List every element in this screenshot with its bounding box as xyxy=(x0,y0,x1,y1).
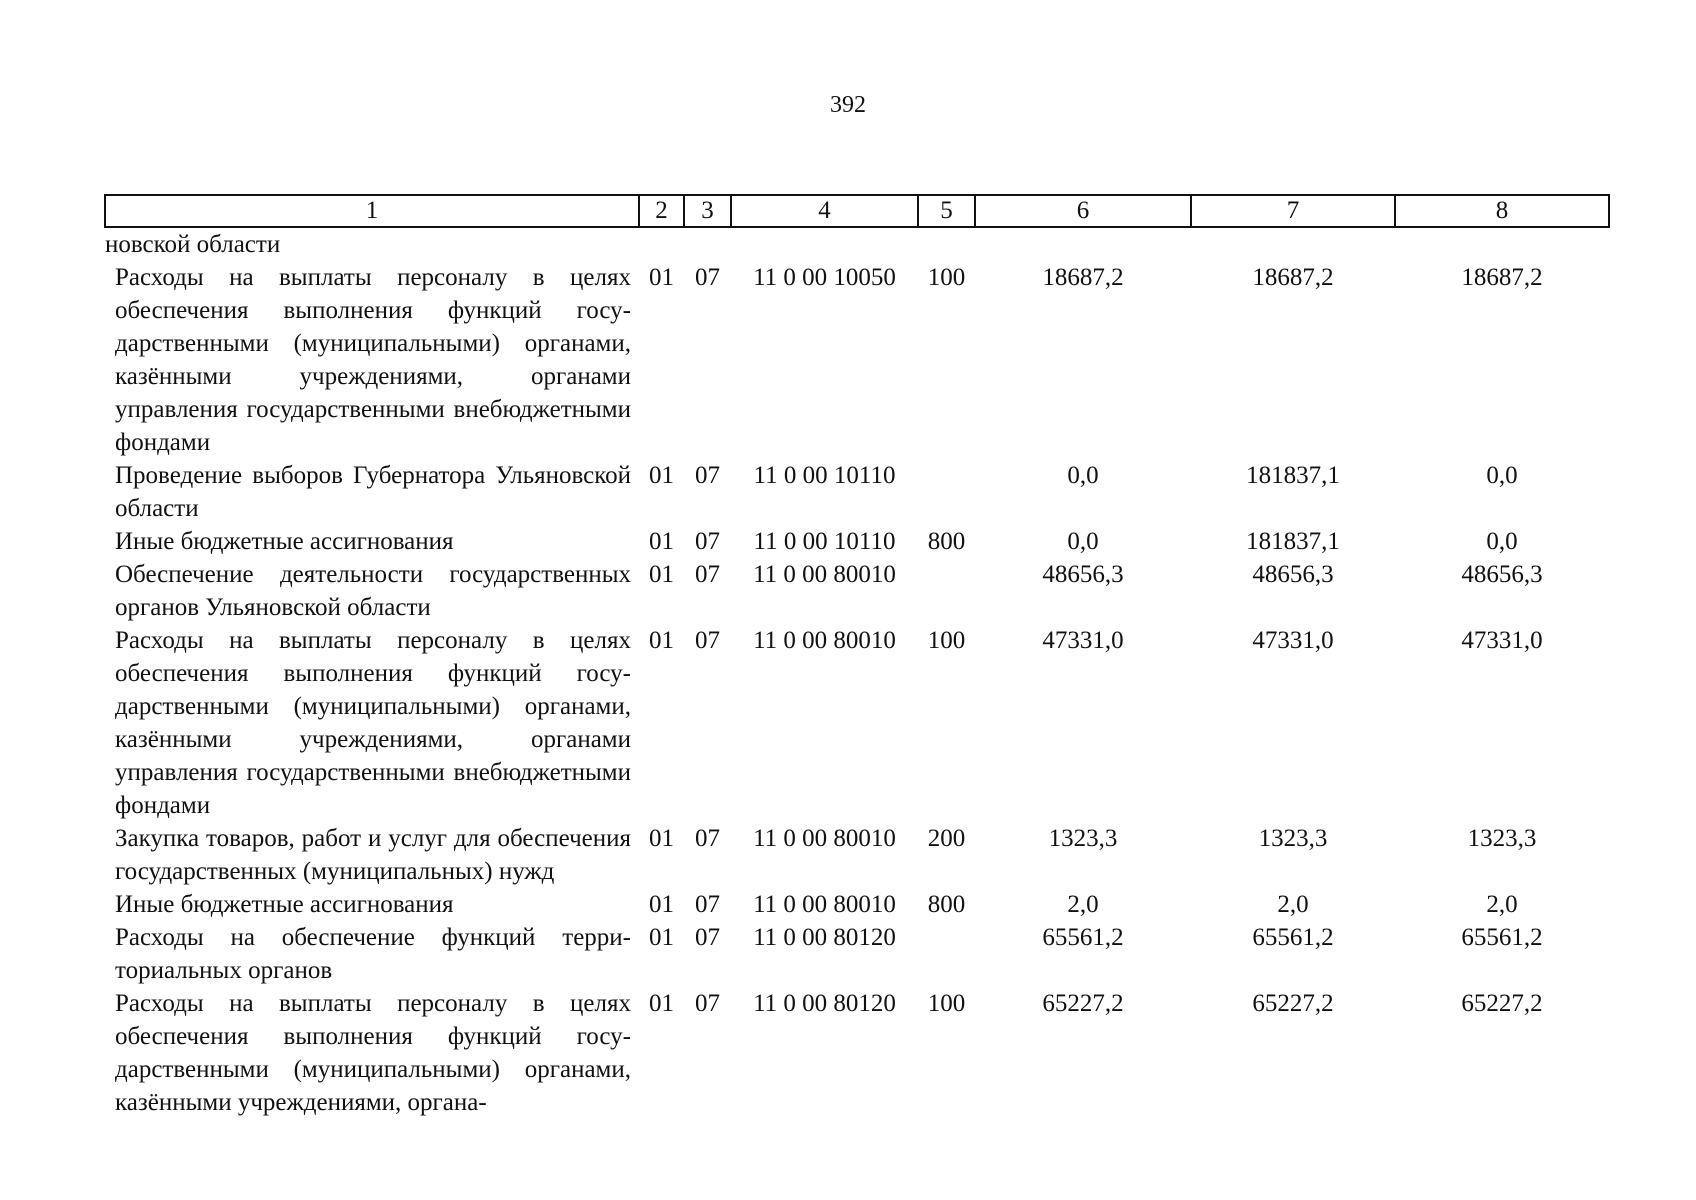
row-amount-6: 2,0 xyxy=(1067,891,1099,918)
row-amount-8: 2,0 xyxy=(1486,891,1518,918)
header-col-1: 1 xyxy=(105,195,639,227)
row-amount-6: 0,0 xyxy=(1067,528,1099,555)
row-amount-7: 1323,3 xyxy=(1258,825,1328,852)
row-name: Расходы на обеспечение функций территориальных органов xyxy=(115,924,631,984)
row-name: новской области xyxy=(105,231,281,258)
header-col-4: 4 xyxy=(731,195,918,227)
row-amount-7: 48656,3 xyxy=(1252,561,1334,588)
table-row xyxy=(105,261,1609,459)
row-amount-6: 47331,0 xyxy=(1042,627,1124,654)
row-amount-7: 65227,2 xyxy=(1252,990,1334,1017)
row-amount-6: 0,0 xyxy=(1067,462,1099,489)
table-row xyxy=(105,888,1609,921)
row-expense-type xyxy=(918,558,975,624)
row-subsection: 07 xyxy=(695,462,720,489)
row-subsection xyxy=(684,227,731,261)
row-subsection: 07 xyxy=(695,627,720,654)
row-subsection: 07 xyxy=(695,528,720,555)
row-target-article: 11 0 00 80120 xyxy=(753,924,896,951)
row-subsection: 07 xyxy=(695,561,720,588)
row-target-article: 11 0 00 80010 xyxy=(753,561,896,588)
row-amount-7: 181837,1 xyxy=(1246,462,1340,489)
row-section: 01 xyxy=(649,924,674,951)
table-row xyxy=(105,921,1609,987)
table-row xyxy=(105,459,1609,525)
page-number: 392 xyxy=(830,92,866,118)
row-target-article: 11 0 00 10110 xyxy=(753,528,896,555)
row-name: Иные бюджетные ассигнования xyxy=(115,528,454,555)
header-col-8: 8 xyxy=(1395,195,1609,227)
row-amount-6: 48656,3 xyxy=(1042,561,1124,588)
row-amount-8: 65561,2 xyxy=(1461,924,1543,951)
row-amount-8: 18687,2 xyxy=(1461,264,1543,291)
table-row xyxy=(105,525,1609,558)
row-amount-7: 18687,2 xyxy=(1252,264,1334,291)
budget-table xyxy=(104,194,1610,1119)
row-amount-7: 47331,0 xyxy=(1252,627,1334,654)
row-name: Иные бюджетные ассигнования xyxy=(115,891,454,918)
row-target-article xyxy=(731,227,918,261)
row-amount-8: 48656,3 xyxy=(1461,561,1543,588)
row-expense-type: 800 xyxy=(927,891,966,918)
row-expense-type: 100 xyxy=(927,264,966,291)
row-expense-type xyxy=(918,227,975,261)
row-amount-7: 2,0 xyxy=(1277,891,1309,918)
row-section: 01 xyxy=(649,528,674,555)
header-col-2: 2 xyxy=(639,195,684,227)
row-amount-7 xyxy=(1191,227,1395,261)
header-col-7: 7 xyxy=(1191,195,1395,227)
row-target-article: 11 0 00 80010 xyxy=(753,891,896,918)
header-col-6: 6 xyxy=(975,195,1191,227)
row-amount-8: 1323,3 xyxy=(1467,825,1537,852)
header-col-5: 5 xyxy=(918,195,975,227)
row-amount-7: 65561,2 xyxy=(1252,924,1334,951)
row-expense-type: 800 xyxy=(927,528,966,555)
row-amount-8: 65227,2 xyxy=(1461,990,1543,1017)
row-amount-8 xyxy=(1395,227,1609,261)
row-section: 01 xyxy=(649,462,674,489)
row-expense-type: 200 xyxy=(927,825,966,852)
row-subsection: 07 xyxy=(695,924,720,951)
row-amount-8: 47331,0 xyxy=(1461,627,1543,654)
row-target-article: 11 0 00 80010 xyxy=(753,627,896,654)
table-row xyxy=(105,822,1609,888)
row-target-article: 11 0 00 10050 xyxy=(753,264,896,291)
row-target-article: 11 0 00 80010 xyxy=(753,825,896,852)
row-section: 01 xyxy=(649,561,674,588)
row-amount-7: 181837,1 xyxy=(1246,528,1340,555)
row-amount-6: 65561,2 xyxy=(1042,924,1124,951)
table-body xyxy=(105,227,1609,1119)
row-section: 01 xyxy=(649,264,674,291)
row-expense-type xyxy=(918,459,975,525)
row-subsection: 07 xyxy=(695,891,720,918)
header-row xyxy=(105,195,1609,227)
row-expense-type: 100 xyxy=(927,627,966,654)
table-row xyxy=(105,558,1609,624)
table-row xyxy=(105,227,1609,261)
table-row xyxy=(105,624,1609,822)
row-subsection: 07 xyxy=(695,264,720,291)
row-expense-type: 100 xyxy=(927,990,966,1017)
row-expense-type xyxy=(918,921,975,987)
row-amount-6: 65227,2 xyxy=(1042,990,1124,1017)
row-name: Обеспечение деятельности государственных органов Ульяновской области xyxy=(115,561,631,621)
row-target-article: 11 0 00 80120 xyxy=(753,990,896,1017)
row-section: 01 xyxy=(649,891,674,918)
row-name: Расходы на выплаты персоналу в целях обеспечения выполнения функций государственными (муниципальными) органами, казёнными учреждениями, органами управления государственными внебюджетными фондами xyxy=(115,264,631,456)
row-name: Закупка товаров, работ и услуг для обеспечения государственных (муниципальных) нужд xyxy=(115,825,631,885)
header-col-3: 3 xyxy=(684,195,731,227)
row-section: 01 xyxy=(649,990,674,1017)
row-subsection: 07 xyxy=(695,990,720,1017)
table-header xyxy=(105,195,1609,227)
row-amount-6 xyxy=(975,227,1191,261)
row-amount-8: 0,0 xyxy=(1486,462,1518,489)
row-section: 01 xyxy=(649,627,674,654)
row-amount-6: 1323,3 xyxy=(1048,825,1118,852)
row-amount-6: 18687,2 xyxy=(1042,264,1124,291)
row-name: Расходы на выплаты персоналу в целях обеспечения выполнения функций государственными (муниципальными) органами, казёнными учреждениями, органами управления государственными внебюджетными фондами xyxy=(115,627,631,819)
row-name: Проведение выборов Губернатора Ульяновской области xyxy=(115,462,631,522)
row-name: Расходы на выплаты персоналу в целях обеспечения выполнения функций государственными (муниципальными) органами, казёнными учреждениями, органа- xyxy=(115,990,631,1116)
row-target-article: 11 0 00 10110 xyxy=(753,462,896,489)
row-subsection: 07 xyxy=(695,825,720,852)
row-section: 01 xyxy=(649,825,674,852)
row-section xyxy=(639,227,684,261)
table-row xyxy=(105,987,1609,1119)
row-amount-8: 0,0 xyxy=(1486,528,1518,555)
